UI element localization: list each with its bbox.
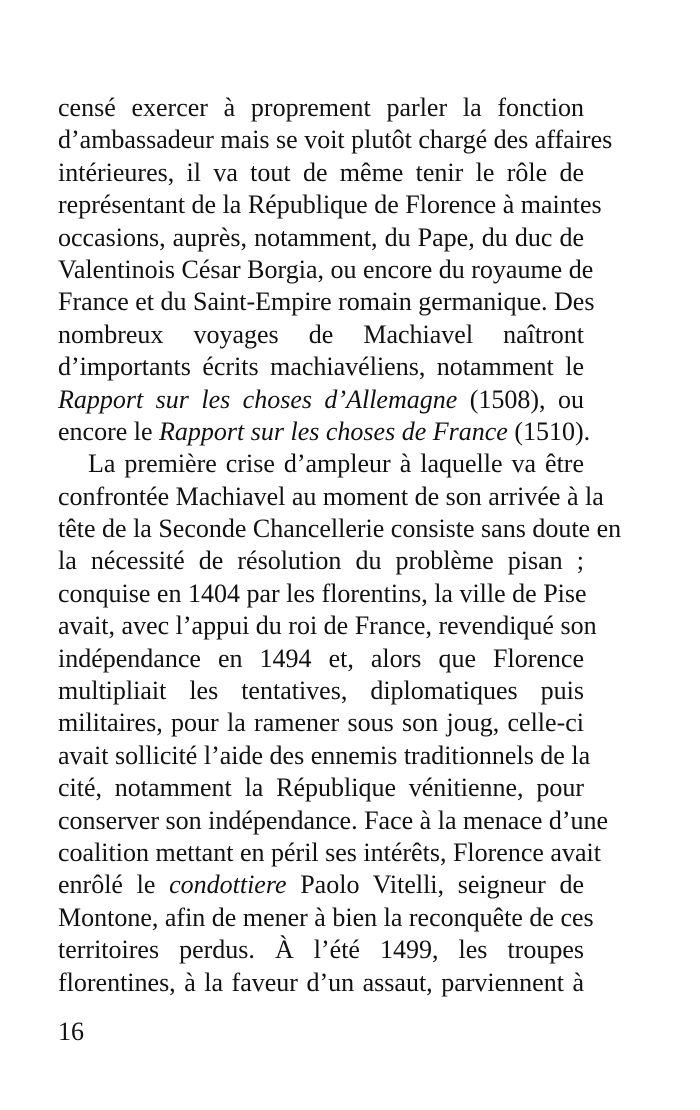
text-line	[58, 869, 584, 901]
text-line: intérieures, il va tout de même tenir le rôle de	[58, 157, 584, 187]
text-line: La première crise d’ampleur à laquelle va être	[88, 449, 584, 479]
text-line: censé exercer à proprement parler la fonction	[58, 93, 584, 122]
text-line: militaires, pour la ramener sous son joug, celle-ci	[58, 708, 584, 738]
text-line: nombreux voyages de Machiavel naîtront	[58, 319, 584, 349]
text-line: conquise en 1404 par les florentins, la ville de Pise	[58, 578, 587, 608]
text-line: Valentinois César Borgia, ou encore du royaume de	[58, 254, 594, 284]
text-line	[58, 416, 591, 448]
text-line: Montone, afin de mener à bien la reconquête de ces	[58, 902, 594, 932]
text-segment: enrôlé le	[58, 870, 170, 900]
text-line: multipliait les tentatives, diplomatiques puis	[58, 676, 584, 706]
text-line: d’ambassadeur mais se voit plutôt chargé des affaires	[58, 125, 613, 155]
book-title-italic: Rapport sur les choses de France	[159, 416, 508, 446]
book-title-italic: Rapport sur les choses d’Allemagne	[58, 384, 458, 414]
text-line: florentines, à la faveur d’un assaut, parviennent à	[58, 967, 584, 997]
text-line: coalition mettant en péril ses intérêts, Florence avait	[58, 837, 601, 867]
text-line: occasions, auprès, notamment, du Pape, du duc de	[58, 222, 584, 252]
text-line	[58, 384, 584, 416]
text-line: représentant de la République de Florence à maintes	[58, 190, 602, 220]
text-segment: (1510).	[507, 416, 591, 446]
text-line: tête de la Seconde Chancellerie consiste sans doute en	[58, 514, 622, 544]
text-line: la nécessité de résolution du problème pisan ;	[58, 546, 584, 576]
text-line: territoires perdus. À l’été 1499, les troupes	[58, 935, 584, 965]
text-line: indépendance en 1494 et, alors que Florence	[58, 643, 584, 673]
text-segment: (1508), ou	[457, 384, 584, 414]
text-line: avait sollicité l’aide des ennemis traditionnels de la	[58, 740, 591, 770]
italic-term: condottiere	[169, 870, 287, 900]
text-segment: Paolo Vitelli, seigneur de	[286, 870, 585, 900]
text-line: d’importants écrits machiavéliens, notamment le	[58, 352, 584, 382]
text-line: France et du Saint-Empire romain germanique. Des	[58, 287, 595, 317]
text-line: conserver son indépendance. Face à la menace d’une	[58, 805, 609, 835]
page-number: 16	[58, 1017, 84, 1046]
text-line: avait, avec l’appui du roi de France, revendiqué son	[58, 611, 597, 641]
text-line: cité, notamment la République vénitienne, pour	[58, 773, 584, 803]
text-segment: encore le	[58, 416, 160, 446]
body-text	[58, 92, 622, 999]
text-line: confrontée Machiavel au moment de son arrivée à la	[58, 481, 604, 511]
